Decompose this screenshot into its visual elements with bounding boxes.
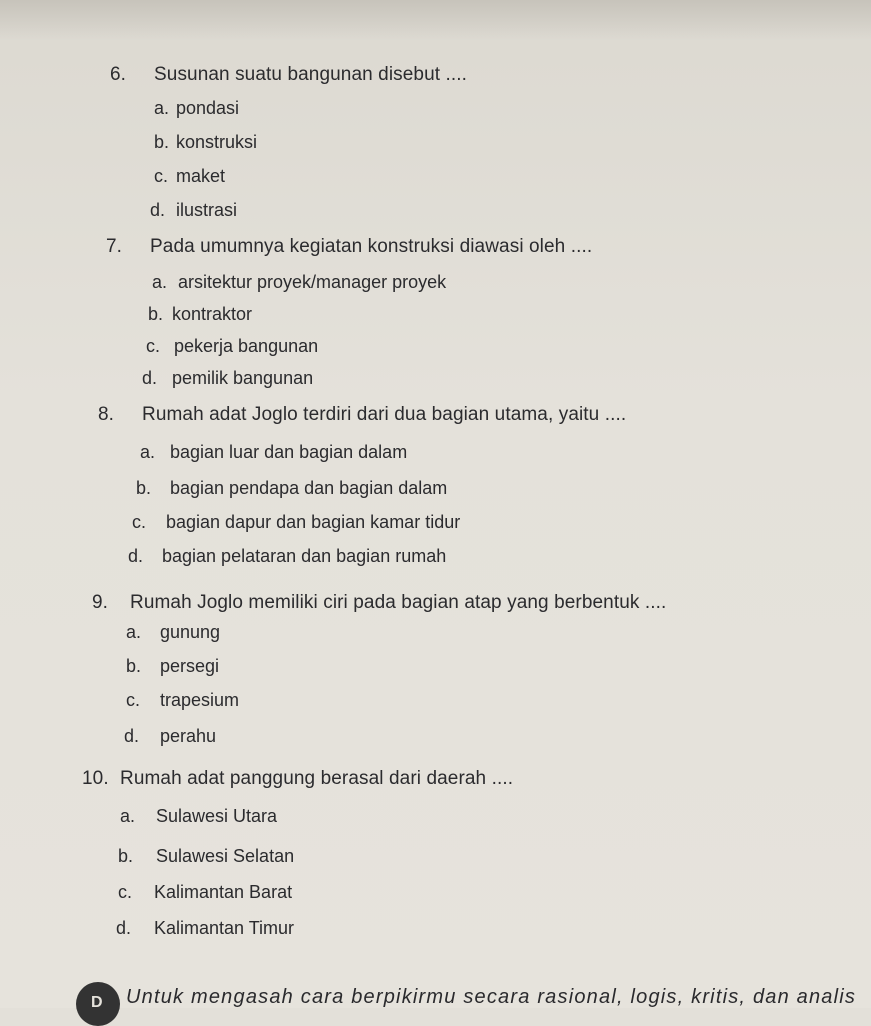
option-text: bagian pendapa dan bagian dalam <box>170 478 448 498</box>
question-text: Pada umumnya kegiatan konstruksi diawasi oleh .... <box>150 236 593 257</box>
option-9d[interactable] <box>124 726 216 747</box>
section-badge-letter: D <box>91 994 103 1011</box>
option-text: gunung <box>160 622 221 642</box>
option-letter: d. <box>124 726 140 746</box>
question-number: 6. <box>110 64 127 85</box>
question-7 <box>106 236 592 258</box>
question-text: Rumah adat panggung berasal dari daerah .... <box>120 768 514 789</box>
option-text: kontraktor <box>172 304 253 324</box>
option-letter: c. <box>118 882 133 902</box>
option-letter: c. <box>146 336 161 356</box>
question-number: 10. <box>82 768 109 789</box>
option-7b[interactable] <box>148 304 252 325</box>
option-10c[interactable] <box>118 882 292 903</box>
option-letter: c. <box>154 166 169 186</box>
option-text: perahu <box>160 726 217 746</box>
option-9c[interactable] <box>126 690 239 711</box>
option-10b[interactable] <box>118 846 294 867</box>
question-number: 9. <box>92 592 109 613</box>
option-letter: b. <box>136 478 152 498</box>
option-text: Sulawesi Utara <box>156 806 278 826</box>
option-letter: d. <box>116 918 132 938</box>
option-6a[interactable] <box>154 98 239 119</box>
option-text: konstruksi <box>176 132 258 152</box>
option-7d[interactable] <box>142 368 313 389</box>
question-text: Rumah Joglo memiliki ciri pada bagian atap yang berbentuk .... <box>130 592 667 613</box>
question-text: Susunan suatu bangunan disebut .... <box>154 64 468 85</box>
question-number: 8. <box>98 404 115 425</box>
option-letter: a. <box>126 622 142 642</box>
option-text: ilustrasi <box>176 200 238 220</box>
option-text: arsitektur proyek/manager proyek <box>178 272 447 292</box>
option-text: bagian dapur dan bagian kamar tidur <box>166 512 461 532</box>
option-6b[interactable] <box>154 132 257 153</box>
option-text: persegi <box>160 656 220 676</box>
option-letter: a. <box>140 442 156 462</box>
option-9a[interactable] <box>126 622 220 643</box>
option-8c[interactable] <box>132 512 460 533</box>
option-text: pondasi <box>176 98 240 118</box>
option-letter: b. <box>126 656 142 676</box>
question-10 <box>82 768 513 790</box>
option-letter: d. <box>142 368 158 388</box>
option-text: maket <box>176 166 226 186</box>
option-text: bagian pelataran dan bagian rumah <box>162 546 447 566</box>
question-text: Rumah adat Joglo terdiri dari dua bagian utama, yaitu .... <box>142 404 627 425</box>
option-8b[interactable] <box>136 478 447 499</box>
option-6c[interactable] <box>154 166 225 187</box>
paper-shadow <box>0 0 871 40</box>
option-10a[interactable] <box>120 806 277 827</box>
option-letter: c. <box>126 690 141 710</box>
option-letter: d. <box>150 200 166 220</box>
option-text: trapesium <box>160 690 240 710</box>
option-6d[interactable] <box>150 200 237 221</box>
section-heading: Untuk mengasah cara berpikirmu secara rasional, logis, kritis, dan analis <box>126 986 857 1008</box>
question-8 <box>98 404 626 426</box>
option-text: Kalimantan Barat <box>154 882 293 902</box>
question-6 <box>110 64 467 86</box>
option-8a[interactable] <box>140 442 407 463</box>
option-letter: d. <box>128 546 144 566</box>
option-text: pemilik bangunan <box>172 368 314 388</box>
question-number: 7. <box>106 236 123 257</box>
option-text: Kalimantan Timur <box>154 918 295 938</box>
option-letter: a. <box>120 806 136 826</box>
option-letter: b. <box>118 846 134 866</box>
option-text: Sulawesi Selatan <box>156 846 295 866</box>
option-letter: b. <box>154 132 170 152</box>
option-7a[interactable] <box>152 272 446 293</box>
option-10d[interactable] <box>116 918 294 939</box>
option-text: bagian luar dan bagian dalam <box>170 442 408 462</box>
option-letter: a. <box>152 272 168 292</box>
option-9b[interactable] <box>126 656 219 677</box>
option-letter: c. <box>132 512 147 532</box>
option-text: pekerja bangunan <box>174 336 319 356</box>
section-badge <box>76 982 120 1026</box>
option-7c[interactable] <box>146 336 318 357</box>
option-letter: a. <box>154 98 170 118</box>
option-letter: b. <box>148 304 164 324</box>
question-9 <box>92 592 666 614</box>
option-8d[interactable] <box>128 546 446 567</box>
